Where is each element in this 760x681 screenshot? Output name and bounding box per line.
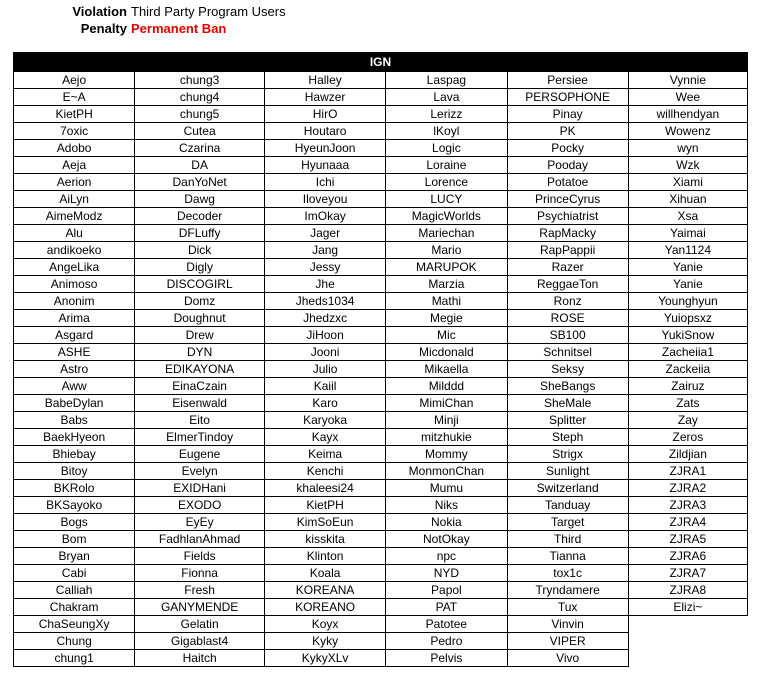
ign-cell: Gigablast4 [135,633,265,650]
ign-cell: Xihuan [628,191,747,208]
ign-cell: Patotee [386,616,507,633]
table-row [14,565,748,582]
ign-cell: Koyx [264,616,385,633]
ign-cell: Niks [386,497,507,514]
ign-header: IGN [14,53,748,72]
ign-cell: ZJRA2 [628,480,747,497]
ign-cell: chung3 [135,72,265,89]
table-row [14,548,748,565]
ign-cell: Tux [507,599,628,616]
ign-cell: khaleesi24 [264,480,385,497]
ign-cell: Tianna [507,548,628,565]
ign-cell: Doughnut [135,310,265,327]
ign-cell: Micdonald [386,344,507,361]
ign-cell: KOREANO [264,599,385,616]
ign-cell: npc [386,548,507,565]
ign-cell: Fields [135,548,265,565]
ign-cell: Nokia [386,514,507,531]
table-row [14,225,748,242]
ign-cell: AngeLika [14,259,135,276]
ign-cell: EXODO [135,497,265,514]
ign-cell: VIPER [507,633,628,650]
ign-cell: Anonim [14,293,135,310]
ign-cell: Bitoy [14,463,135,480]
ign-cell: MonmonChan [386,463,507,480]
ign-cell: Wzk [628,157,747,174]
table-row [14,463,748,480]
ign-cell: Marzia [386,276,507,293]
empty-cell [628,616,747,633]
ign-cell: Asgard [14,327,135,344]
ign-cell: Jang [264,242,385,259]
ign-cell: EXIDHani [135,480,265,497]
table-row [14,310,748,327]
ign-cell: Logic [386,140,507,157]
ign-cell: Yuiopsxz [628,310,747,327]
ign-cell: EyEy [135,514,265,531]
ign-cell: Cabi [14,565,135,582]
ign-cell: Babs [14,412,135,429]
ign-cell: lKoyl [386,123,507,140]
ign-cell: Fresh [135,582,265,599]
table-row [14,157,748,174]
ign-cell: ZJRA5 [628,531,747,548]
ign-cell: Vynnie [628,72,747,89]
ign-cell: DFLuffy [135,225,265,242]
ign-cell: SheMale [507,395,628,412]
table-row [14,344,748,361]
ign-cell: Kayx [264,429,385,446]
ign-cell: Bogs [14,514,135,531]
ign-cell: Kaiil [264,378,385,395]
ign-cell: LUCY [386,191,507,208]
ign-cell: Zeros [628,429,747,446]
ign-cell: RapPappii [507,242,628,259]
ign-cell: KykyXLv [264,650,385,667]
ign-cell: Calliah [14,582,135,599]
ign-cell: Alu [14,225,135,242]
ign-cell: BKSayoko [14,497,135,514]
ign-cell: Yaimai [628,225,747,242]
ign-cell: ZJRA4 [628,514,747,531]
table-row [14,361,748,378]
table-row [14,327,748,344]
table-row [14,599,748,616]
ign-cell: E~A [14,89,135,106]
ign-cell: chung4 [135,89,265,106]
ign-cell: Chakram [14,599,135,616]
ign-cell: Bom [14,531,135,548]
ign-cell: Chung [14,633,135,650]
ign-cell: HirO [264,106,385,123]
ign-cell: Mario [386,242,507,259]
ign-cell: ZJRA1 [628,463,747,480]
table-row [14,446,748,463]
ign-cell: Loraine [386,157,507,174]
ign-table [13,52,748,667]
ign-cell: AimeModz [14,208,135,225]
ign-cell: KimSoEun [264,514,385,531]
ign-cell: Arima [14,310,135,327]
ign-cell: KietPH [264,497,385,514]
ign-cell: JiHoon [264,327,385,344]
ign-cell: SheBangs [507,378,628,395]
ign-cell: Zacheiia1 [628,344,747,361]
ign-cell: Ronz [507,293,628,310]
penalty-row [0,20,760,37]
table-row [14,650,748,667]
ign-cell: Jhedzxc [264,310,385,327]
empty-cell [628,633,747,650]
ign-cell: MimiChan [386,395,507,412]
ign-cell: Minji [386,412,507,429]
ign-cell: Pooday [507,157,628,174]
ign-cell: Fionna [135,565,265,582]
ign-cell: PK [507,123,628,140]
ign-cell: Vivo [507,650,628,667]
table-row [14,106,748,123]
ign-cell: Bhiebay [14,446,135,463]
ign-cell: Dick [135,242,265,259]
ign-cell: Aejo [14,72,135,89]
ign-cell: Kyky [264,633,385,650]
ign-cell: Zackeiia [628,361,747,378]
table-row [14,480,748,497]
ign-cell: ZJRA7 [628,565,747,582]
table-row [14,242,748,259]
ign-cell: Zildjian [628,446,747,463]
ign-cell: Drew [135,327,265,344]
table-row [14,429,748,446]
table-row [14,208,748,225]
ign-cell: DYN [135,344,265,361]
ign-cell: DA [135,157,265,174]
ign-cell: Houtaro [264,123,385,140]
ign-cell: Tryndamere [507,582,628,599]
ign-cell: EinaCzain [135,378,265,395]
ign-cell: RapMacky [507,225,628,242]
ign-table-body [14,72,748,667]
ign-cell: Lorence [386,174,507,191]
ign-cell: PAT [386,599,507,616]
ign-cell: Elizi~ [628,599,747,616]
ign-cell: DISCOGIRL [135,276,265,293]
ign-cell: EDIKAYONA [135,361,265,378]
ign-cell: Iloveyou [264,191,385,208]
ign-cell: Bryan [14,548,135,565]
ign-cell: Wowenz [628,123,747,140]
ign-cell: Pocky [507,140,628,157]
ign-cell: Evelyn [135,463,265,480]
ign-cell: Zay [628,412,747,429]
ign-cell: Aerion [14,174,135,191]
ign-cell: BKRolo [14,480,135,497]
ign-cell: KietPH [14,106,135,123]
ign-cell: Jager [264,225,385,242]
ign-cell: Cutea [135,123,265,140]
ign-cell: Hyunaaa [264,157,385,174]
ign-cell: Vinvin [507,616,628,633]
ign-cell: ZJRA8 [628,582,747,599]
table-row [14,293,748,310]
ign-cell: chung5 [135,106,265,123]
ign-cell: Digly [135,259,265,276]
ign-cell: Lerizz [386,106,507,123]
ign-cell: Decoder [135,208,265,225]
ign-cell: Seksy [507,361,628,378]
ign-cell: chung1 [14,650,135,667]
ign-cell: Yan1124 [628,242,747,259]
ign-cell: Jhe [264,276,385,293]
empty-cell [628,650,747,667]
ign-cell: Aww [14,378,135,395]
ign-cell: KOREANA [264,582,385,599]
ign-cell: NotOkay [386,531,507,548]
ign-cell: GANYMENDE [135,599,265,616]
table-row [14,616,748,633]
table-row [14,633,748,650]
ign-cell: FadhlanAhmad [135,531,265,548]
ign-cell: wyn [628,140,747,157]
ign-cell: MagicWorlds [386,208,507,225]
ign-cell: YukiSnow [628,327,747,344]
ign-cell: AiLyn [14,191,135,208]
ign-cell: NYD [386,565,507,582]
ign-cell: Halley [264,72,385,89]
ign-cell: ElmerTindoy [135,429,265,446]
ign-cell: Karyoka [264,412,385,429]
table-row [14,191,748,208]
ign-cell: Keima [264,446,385,463]
ign-cell: Wee [628,89,747,106]
ign-cell: Milddd [386,378,507,395]
table-row [14,395,748,412]
ign-cell: Persiee [507,72,628,89]
ign-cell: Julio [264,361,385,378]
ign-cell: ReggaeTon [507,276,628,293]
ign-cell: Schnitsel [507,344,628,361]
ign-cell: Xsa [628,208,747,225]
ign-cell: Czarina [135,140,265,157]
ign-cell: SB100 [507,327,628,344]
ign-cell: willhendyan [628,106,747,123]
ign-cell: BaekHyeon [14,429,135,446]
ign-cell: PERSOPHONE [507,89,628,106]
penalty-value: Permanent Ban [131,21,227,36]
table-row [14,412,748,429]
ign-cell: Younghyun [628,293,747,310]
ign-cell: Adobo [14,140,135,157]
ign-cell: Eisenwald [135,395,265,412]
ign-cell: Psychiatrist [507,208,628,225]
table-row [14,514,748,531]
ign-cell: Laspag [386,72,507,89]
ign-cell: Razer [507,259,628,276]
ign-cell: ASHE [14,344,135,361]
table-row [14,123,748,140]
ign-cell: PrinceCyrus [507,191,628,208]
table-row [14,259,748,276]
ign-cell: kisskita [264,531,385,548]
ign-cell: Jooni [264,344,385,361]
ign-cell: BabeDylan [14,395,135,412]
ign-cell: Xiami [628,174,747,191]
ign-cell: Target [507,514,628,531]
ign-cell: Dawg [135,191,265,208]
ign-cell: Yanie [628,276,747,293]
ign-cell: ImOkay [264,208,385,225]
ign-cell: Strigx [507,446,628,463]
ign-cell: ROSE [507,310,628,327]
ign-cell: Ichi [264,174,385,191]
table-row [14,531,748,548]
ign-cell: Mariechan [386,225,507,242]
ign-cell: ZJRA3 [628,497,747,514]
penalty-label: Penalty [80,21,127,36]
ign-cell: Aeja [14,157,135,174]
ign-cell: Haitch [135,650,265,667]
ign-cell: ChaSeungXy [14,616,135,633]
ign-cell: Karo [264,395,385,412]
ign-cell: Zats [628,395,747,412]
ign-cell: Gelatin [135,616,265,633]
ign-cell: Hawzer [264,89,385,106]
ign-cell: Zairuz [628,378,747,395]
ign-cell: Pedro [386,633,507,650]
ign-cell: Kenchi [264,463,385,480]
table-row [14,89,748,106]
table-row [14,140,748,157]
ign-cell: tox1c [507,565,628,582]
ign-cell: andikoeko [14,242,135,259]
ign-cell: DanYoNet [135,174,265,191]
ign-cell: 7oxic [14,123,135,140]
ign-cell: Megie [386,310,507,327]
ign-cell: Tanduay [507,497,628,514]
ign-cell: Pinay [507,106,628,123]
ign-cell: Animoso [14,276,135,293]
ign-cell: ZJRA6 [628,548,747,565]
table-row [14,174,748,191]
ign-cell: Mathi [386,293,507,310]
ign-cell: Mommy [386,446,507,463]
ign-cell: mitzhukie [386,429,507,446]
ign-cell: Lava [386,89,507,106]
ign-cell: Switzerland [507,480,628,497]
ign-cell: Jheds1034 [264,293,385,310]
violation-label: Violation [72,4,127,19]
table-row [14,378,748,395]
table-row [14,276,748,293]
ign-cell: Domz [135,293,265,310]
ign-cell: Pelvis [386,650,507,667]
header-row [14,53,748,72]
table-row [14,497,748,514]
violation-value: Third Party Program Users [131,4,286,19]
ign-cell: Mic [386,327,507,344]
ign-cell: Koala [264,565,385,582]
table-row [14,72,748,89]
ign-cell: Mumu [386,480,507,497]
ign-cell: Sunlight [507,463,628,480]
table-row [14,582,748,599]
ign-cell: HyeunJoon [264,140,385,157]
ign-cell: Papol [386,582,507,599]
ign-cell: Splitter [507,412,628,429]
ign-cell: Klinton [264,548,385,565]
ign-cell: Astro [14,361,135,378]
ign-cell: MARUPOK [386,259,507,276]
ign-cell: Yanie [628,259,747,276]
ign-cell: Potatoe [507,174,628,191]
ign-cell: Steph [507,429,628,446]
violation-row [0,3,760,20]
ign-cell: Third [507,531,628,548]
ign-cell: Jessy [264,259,385,276]
ign-cell: Eito [135,412,265,429]
ign-cell: Eugene [135,446,265,463]
ign-cell: Mikaella [386,361,507,378]
